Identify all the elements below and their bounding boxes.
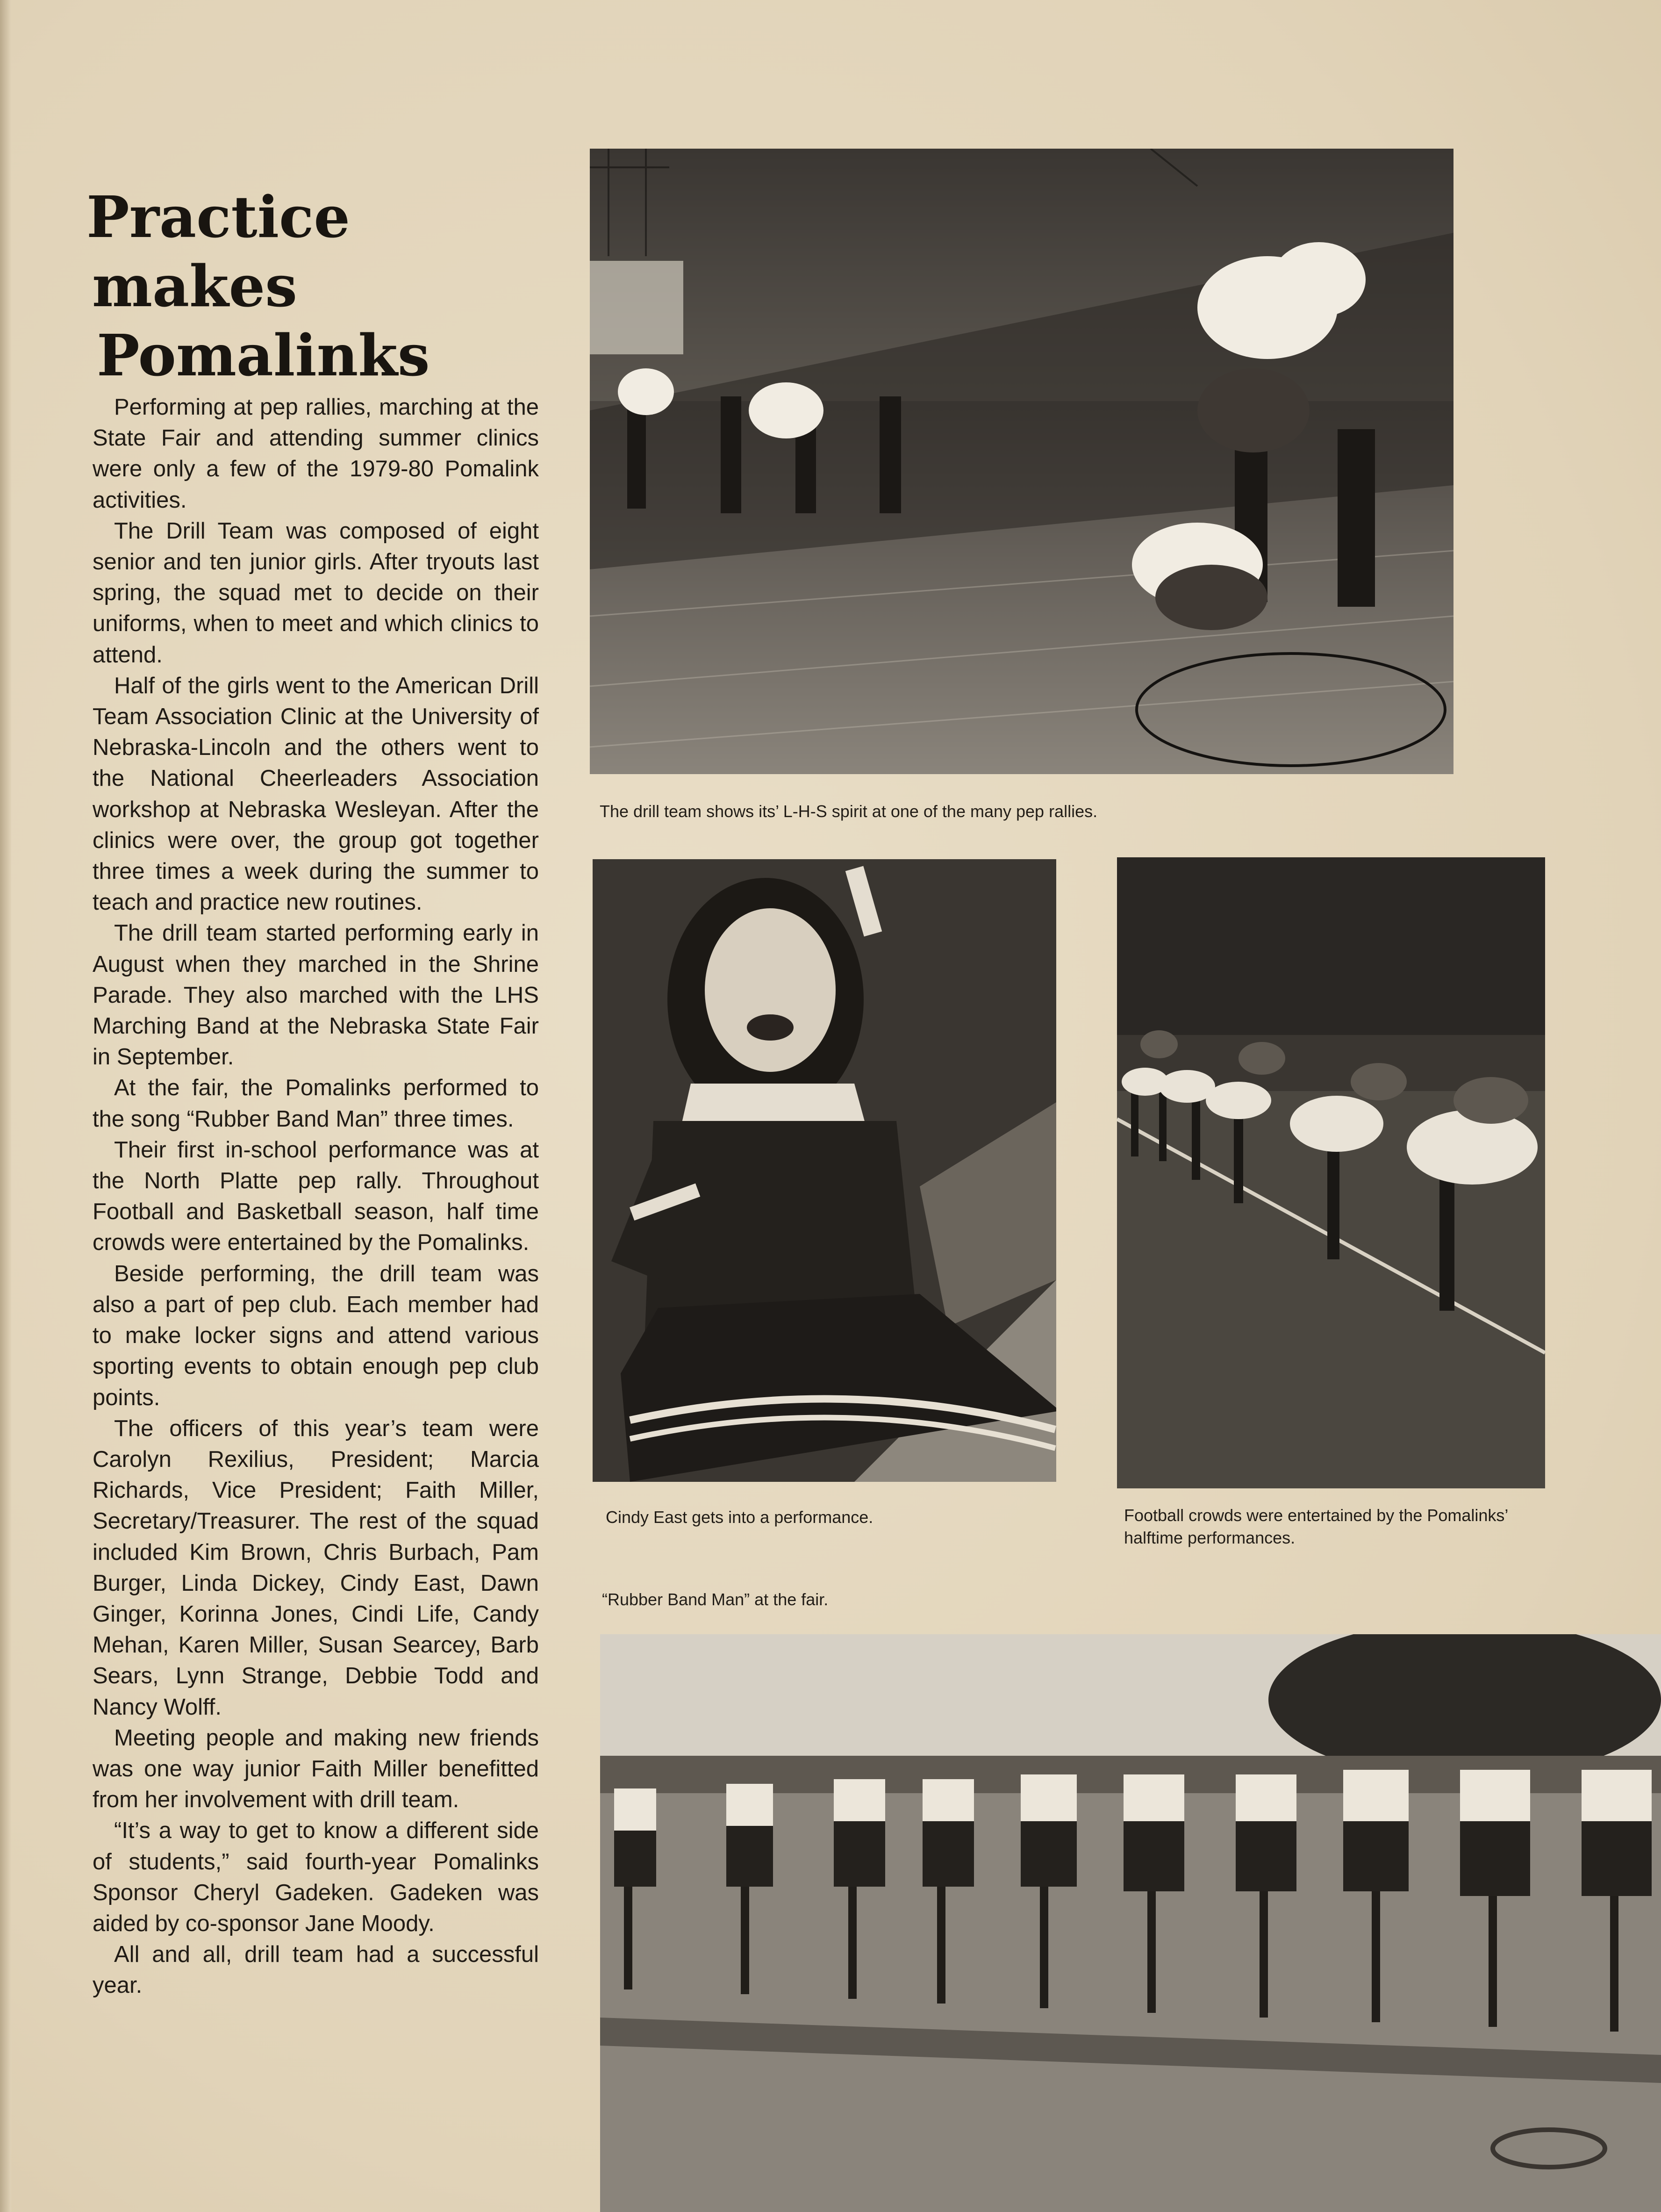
caption-cindy: Cindy East gets into a performance. [606, 1508, 873, 1527]
paragraph-8: The officers of this year’s team were Carolyn Rexilius, President; Marcia Richards, Vice President; Faith Miller, Secretary/Treasurer. The rest of the squad included Kim Brown, Chris Burbach, Pam Burger, Linda Dickey, Cindy East, Dawn Ginger, Korinna Jones, Cindi Life, Candy Mehan, Karen Miller, Susan Searcey, Barb Sears, Lynn Strange, Debbie Todd and Nancy Wolff. [93, 1415, 539, 1720]
photo-football-halftime-image [1117, 857, 1545, 1488]
title-line-2: makes [92, 252, 297, 320]
photo-football-halftime [1117, 857, 1545, 1488]
photo-cindy-east [593, 859, 1056, 1482]
paragraph-7: Beside performing, the drill team was also a part of pep club. Each member had to make locker signs and attend various sporting events to obtain enough pep club points. [93, 1261, 539, 1410]
photo-state-fair [600, 1634, 1661, 2212]
article-body [93, 392, 539, 2001]
paragraph-1: Performing at pep rallies, marching at the State Fair and attending summer clinics were only a few of the 1979-80 Pomalink activities. [93, 395, 539, 513]
caption-football: Football crowds were entertained by the Pomalinks’ halftime performances. [1124, 1506, 1508, 1547]
paragraph-11: All and all, drill team had a successful year. [93, 1942, 539, 1998]
photo-gym-pep-rally-image [590, 149, 1453, 774]
article-title [86, 182, 507, 390]
photo-state-fair-image [600, 1634, 1661, 2212]
paragraph-3: Half of the girls went to the American Drill Team Association Clinic at the University of Nebraska-Lincoln and the others went to the National Cheerleaders Association workshop at Nebraska Wesleyan. After the clinics were over, the group got together three times a week during the summer to teach and practice new routines. [93, 673, 539, 915]
photo-gym-pep-rally [590, 149, 1453, 774]
paragraph-6: Their first in-school performance was at the North Platte pep rally. Throughout Football and Basketball season, half time crowds were entertained by the Pomalinks. [93, 1137, 539, 1256]
paragraph-10: “It’s a way to get to know a different side of students,” said fourth-year Pomalinks Sponsor Cheryl Gadeken. Gadeken was aided by co-sponsor Jane Moody. [93, 1818, 539, 1936]
title-line-3: Pomalinks [97, 322, 430, 389]
page-spine-shadow [0, 0, 11, 2212]
paragraph-4: The drill team started performing early in August when they marched in the Shrine Parade. They also marched with the LHS Marching Band at the Nebraska State Fair in September. [93, 920, 539, 1070]
photo-cindy-east-image [593, 859, 1056, 1482]
caption-gym: The drill team shows its’ L-H-S spirit at one of the many pep rallies. [600, 802, 1098, 821]
paragraph-5: At the fair, the Pomalinks performed to the song “Rubber Band Man” three times. [93, 1075, 539, 1132]
dancer-row [614, 1821, 1652, 1896]
caption-fair: “Rubber Band Man” at the fair. [602, 1590, 829, 1609]
paragraph-2: The Drill Team was composed of eight senior and ten junior girls. After tryouts last spring, the squad met to decide on their uniforms, when to meet and which clinics to attend. [93, 518, 539, 668]
title-line-1: Practice [86, 183, 350, 251]
paragraph-9: Meeting people and making new friends was one way junior Faith Miller benefitted from her involvement with drill team. [93, 1725, 539, 1813]
